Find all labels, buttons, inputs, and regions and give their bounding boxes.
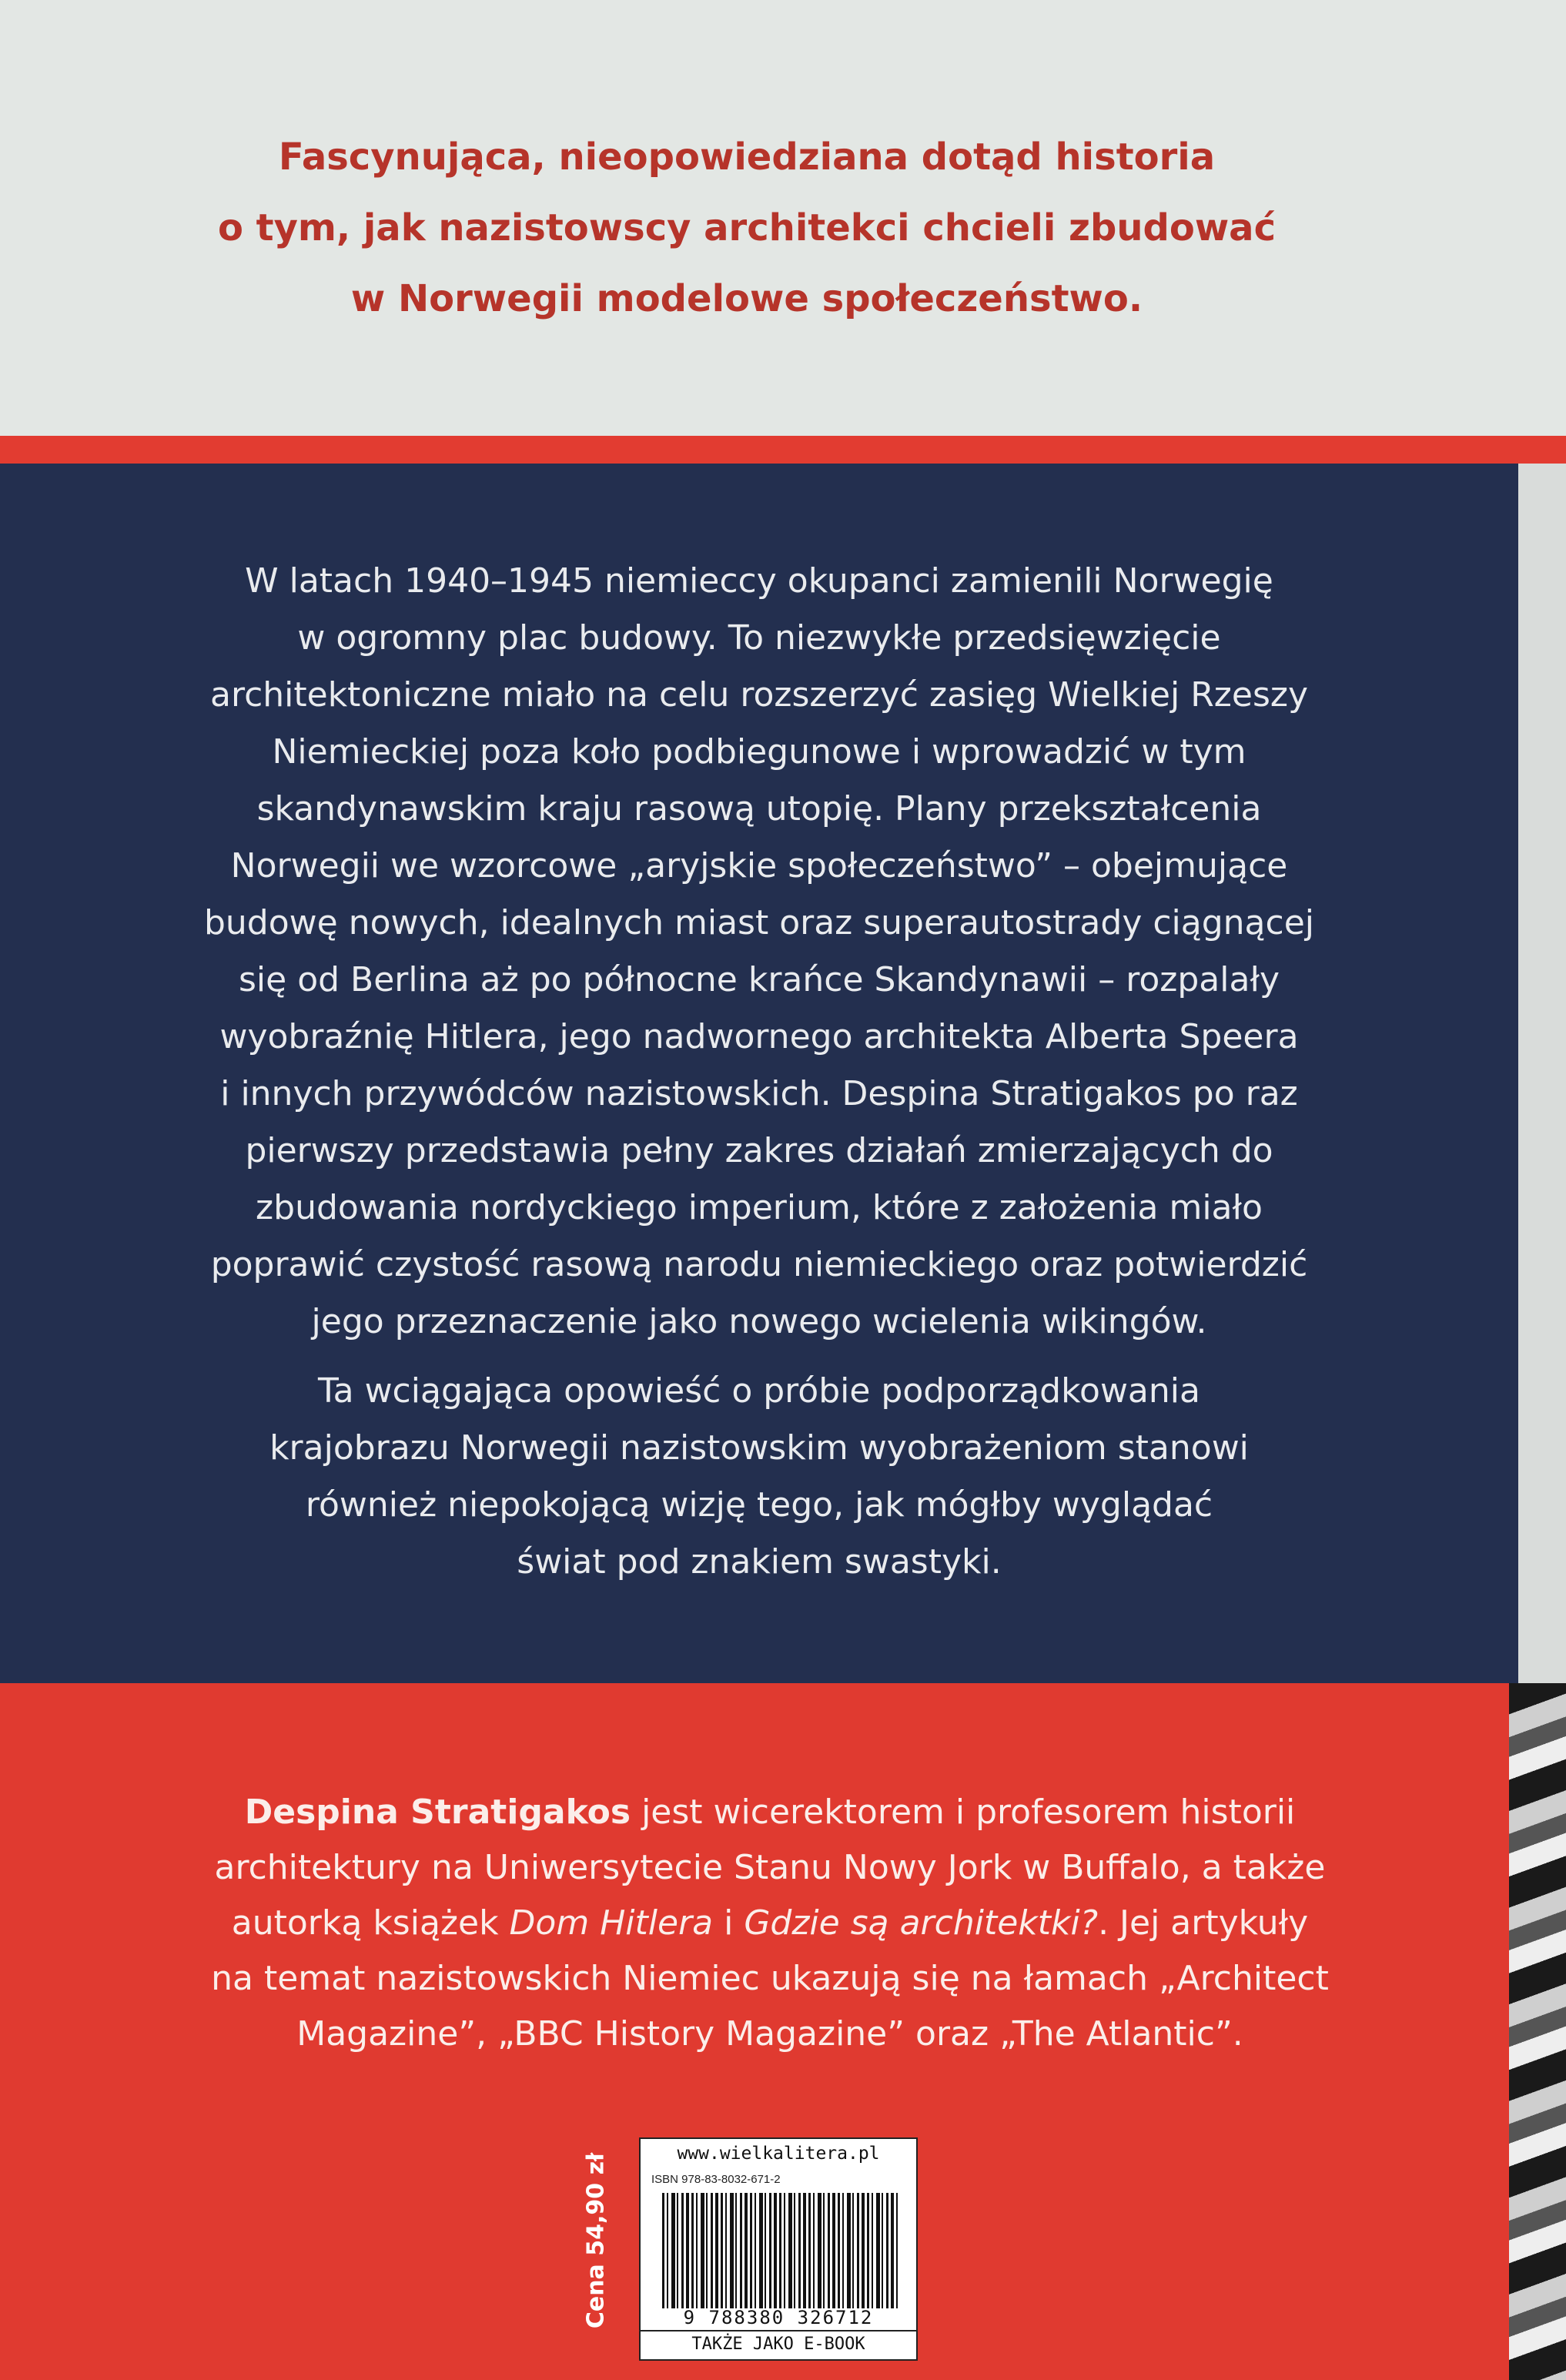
author-line-2: architektury na Uniwersytecie Stanu Nowy Jork w Buffalo, a także [214, 1848, 1326, 1887]
publisher-url: www.wielkalitera.pl [677, 2144, 880, 2164]
tagline [108, 122, 1386, 334]
blurb-line: Ta wciągająca opowieść o próbie podporządkowania [318, 1371, 1200, 1411]
blurb-line: również niepokojącą wizję tego, jak mógłby wyglądać [305, 1485, 1213, 1525]
blurb-line: krajobrazu Norwegii nazistowskim wyobrażeniom stanowi [269, 1428, 1249, 1468]
author-line-3 [139, 1896, 1401, 1951]
blurb-line: wyobraźnię Hitlera, jego nadwornego architekta Alberta Speera [219, 1017, 1299, 1056]
author-line-4: na temat nazistowskich Niemiec ukazują się na łamach „Architect [211, 1959, 1329, 1998]
author-name: Despina Stratigakos [244, 1793, 631, 1832]
blurb-line: poprawić czystość rasową narodu niemieckiego oraz potwierdzić [210, 1245, 1308, 1284]
blurb-line: jego przeznaczenie jako nowego wcielenia wikingów. [311, 1302, 1207, 1341]
blurb-line: świat pod znakiem swastyki. [517, 1542, 1002, 1582]
photo-strip [1509, 1683, 1566, 2380]
blurb-line: skandynawskim kraju rasową utopię. Plany przekształcenia [256, 789, 1262, 828]
author-text: autorką książek [231, 1903, 510, 1943]
author-text: i [713, 1903, 745, 1943]
book-title: Dom Hitlera [509, 1903, 714, 1943]
blurb-line: Norwegii we wzorcowe „aryjskie społeczeństwo” – obejmujące [230, 846, 1288, 885]
author-text: jest wicerektorem i profesorem historii [631, 1793, 1296, 1832]
author-bio [139, 1785, 1401, 2062]
tagline-line-3: w Norwegii modelowe społeczeństwo. [350, 277, 1143, 320]
blurb-paragraph-1 [151, 553, 1367, 1351]
author-line-1 [139, 1785, 1401, 1840]
navy-edge [1518, 464, 1566, 1683]
blurb-line: Niemieckiej poza koło podbiegunowe i wprowadzić w tym [272, 732, 1246, 772]
ebook-note: TAKŻE JAKO E-BOOK [641, 2330, 916, 2354]
blurb-line: pierwszy przedstawia pełny zakres działań zmierzających do [245, 1131, 1273, 1170]
price-label [574, 2144, 618, 2337]
blurb-line: zbudowania nordyckiego imperium, które z założenia miało [256, 1188, 1263, 1227]
tagline-line-1: Fascynująca, nieopowiedziana dotąd historia [278, 136, 1216, 179]
barcode-box [639, 2137, 918, 2361]
blurb-paragraph-2 [151, 1363, 1367, 1591]
blurb-line: W latach 1940–1945 niemieccy okupanci zamienili Norwegię [245, 561, 1273, 601]
book-title: Gdzie są architektki? [744, 1903, 1099, 1943]
blurb-line: się od Berlina aż po północne krańce Skandynawii – rozpalały [239, 960, 1280, 999]
barcode-number: 9 788380 326712 [683, 2307, 874, 2328]
price-text: Cena 54,90 zł [582, 2152, 610, 2329]
author-line-5: Magazine”, „BBC History Magazine” oraz „The Atlantic”. [296, 2014, 1243, 2054]
author-text: . Jej artykuły [1098, 1903, 1309, 1943]
blurb-line: budowę nowych, idealnych miast oraz superautostrady ciągnącej [203, 903, 1314, 942]
barcode-bars [662, 2193, 898, 2308]
blurb-line: architektoniczne miało na celu rozszerzyć zasięg Wielkiej Rzeszy [209, 675, 1309, 715]
blurb-line: w ogromny plac budowy. To niezwykłe przedsięwzięcie [297, 618, 1221, 658]
tagline-line-2: o tym, jak nazistowscy architekci chcieli zbudować [217, 206, 1277, 249]
blurb-line: i innych przywódców nazistowskich. Despina Stratigakos po raz [220, 1074, 1298, 1113]
isbn-text: ISBN 978-83-8032-671-2 [651, 2173, 781, 2186]
red-stripe [0, 436, 1566, 464]
